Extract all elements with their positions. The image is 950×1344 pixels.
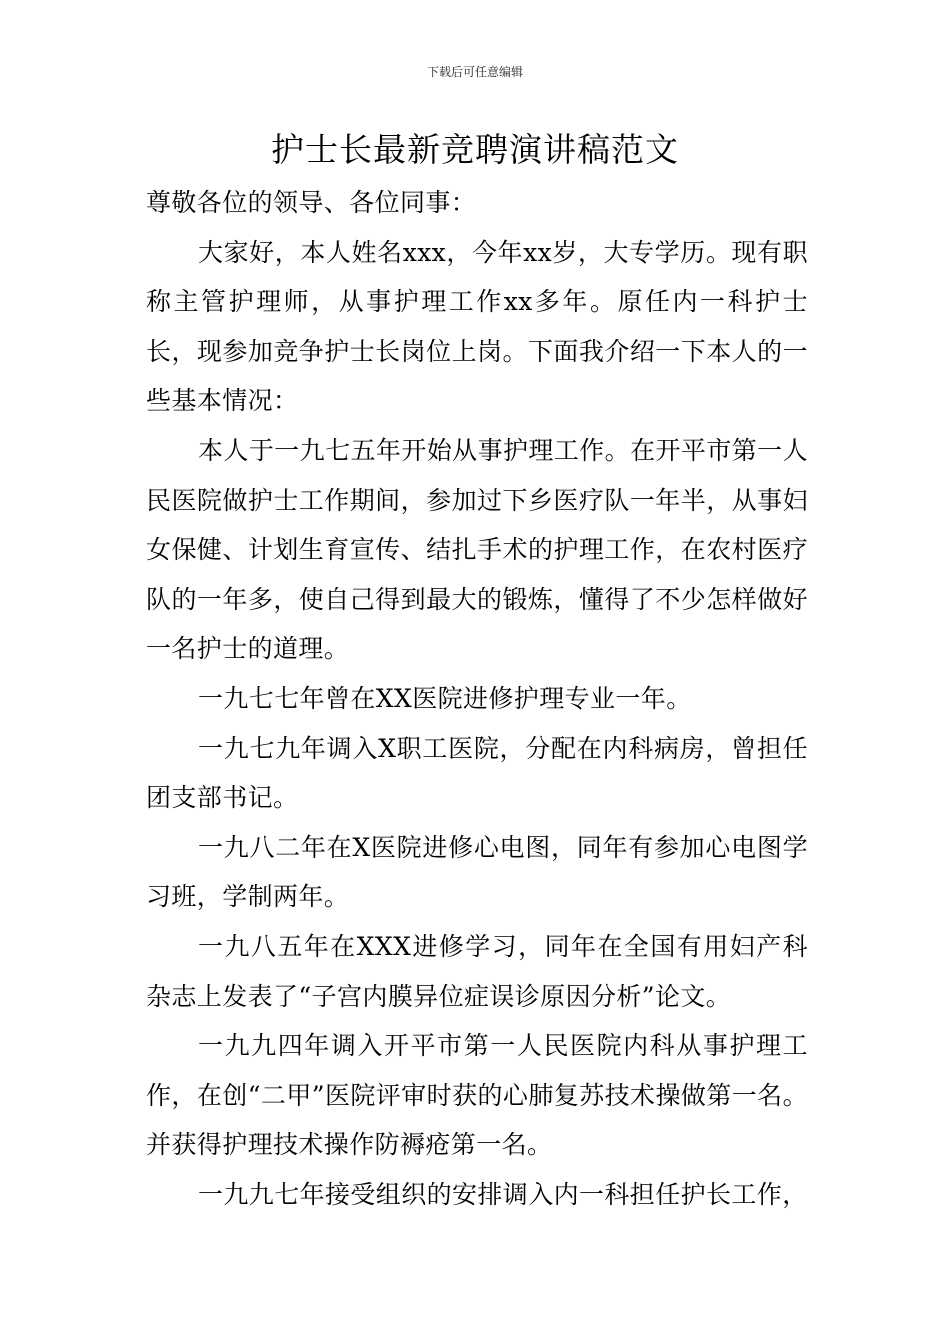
greeting-line: 尊敬各位的领导、各位同事：	[146, 188, 477, 217]
document-title: 护士长最新竞聘演讲稿范文	[271, 130, 679, 169]
document-body	[146, 178, 808, 1219]
paragraph-1985: 一九八五年在XXX进修学习，同年在全国有用妇产科杂志上发表了“子宫内膜异位症误诊原因分析”论文。	[146, 931, 808, 1011]
paragraph-introduction: 大家好，本人姓名xxx，今年xx岁，大专学历。现有职称主管护理师，从事护理工作xx多年。原任内一科护士长，现参加竞争护士长岗位上岗。下面我介绍一下本人的一些基本情况：	[146, 237, 808, 416]
paragraph-1982: 一九八二年在X医院进修心电图，同年有参加心电图学习班，学制两年。	[146, 832, 808, 912]
paragraph-1975: 本人于一九七五年开始从事护理工作。在开平市第一人民医院做护士工作期间，参加过下乡医疗队一年半，从事妇女保健、计划生育宣传、结扎手术的护理工作，在农村医疗队的一年多，使自己得到最大的锻炼，懂得了不少怎样做好一名护士的道理。	[146, 435, 808, 664]
paragraph-1994: 一九九四年调入开平市第一人民医院内科从事护理工作，在创“二甲”医院评审时获的心肺复苏技术操做第一名。并获得护理技术操作防褥疮第一名。	[146, 1031, 808, 1160]
paragraph-1977: 一九七七年曾在XX医院进修护理专业一年。	[198, 683, 692, 713]
paragraph-1979: 一九七九年调入X职工医院，分配在内科病房，曾担任团支部书记。	[146, 733, 808, 813]
paragraph-1997: 一九九七年接受组织的安排调入内一科担任护长工作，	[198, 1179, 808, 1209]
header-note: 下载后可任意编辑	[426, 65, 523, 79]
